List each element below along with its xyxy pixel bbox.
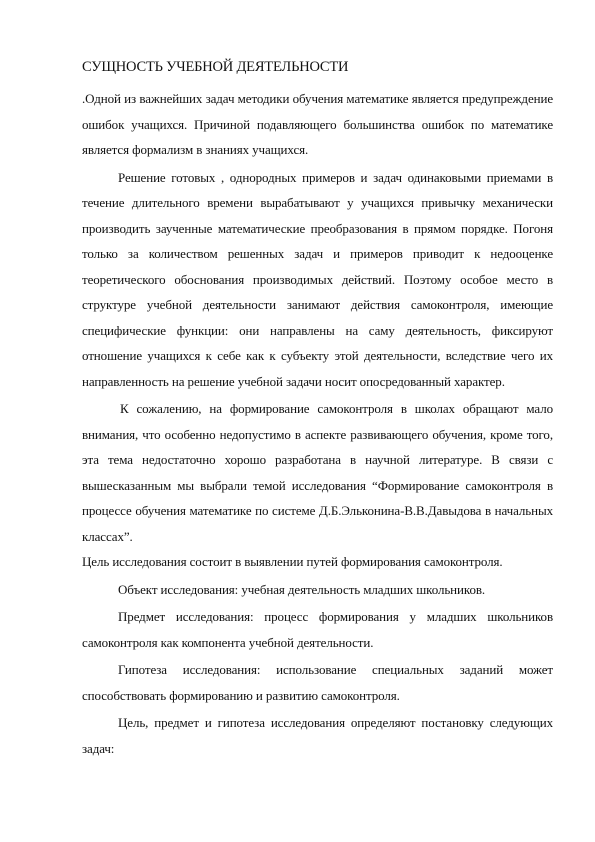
paragraph-object: Объект исследования: учебная деятельность младших школьников. — [118, 581, 486, 597]
paragraph-subject: Предмет исследования: процесс формирования у младших школьников самоконтроля как компонента учебной деятельности. — [82, 609, 553, 650]
paragraph-tasks: Цель, предмет и гипотеза исследования определяют постановку следующих задач: — [82, 715, 553, 756]
paragraph-intro: .Одной из важнейших задач методики обучения математике является предупреждение ошибок учащихся. Причиной подавляющего большинства ошибок по математике является формализм в знаниях учащихся. — [82, 91, 553, 157]
document-title: СУЩНОСТЬ УЧЕБНОЙ ДЕЯТЕЛЬНОСТИ — [82, 59, 349, 75]
paragraph-formalism: Решение готовых , однородных примеров и задач одинаковыми приемами в течение длительного времени вырабатывают у учащихся привычку механически производить заученные математические преобразования в прямом порядке. Погоня только за количеством решенных задач и примеров приводит к недооценке теоретического обоснования производимых действий. Поэтому особое место в структуре учебной деятельности занимают действия самоконтроля, имеющие специфические функции: они направлены на саму деятельность, фиксируют отношение учащихся к себе как к субъекту этой деятельности, вследствие чего их направленность на решение учебной задачи носит опосредованный характер. — [82, 169, 553, 389]
document-body — [82, 86, 553, 761]
paragraph-topic: К сожалению, на формирование самоконтроля в школах обращают мало внимания, что особенно недопустимо в аспекте развивающего обучения, кроме того, эта тема недостаточно хорошо разработана в научной литературе. В связи с вышесказанным мы выбрали темой исследования “Формирование самоконтроля в процессе обучения математике по системе Д.Б.Эльконина-В.В.Давыдова в начальных классах”. — [82, 401, 553, 544]
paragraph-hypothesis: Гипотеза исследования: использование специальных заданий может способствовать формированию и развитию самоконтроля. — [82, 662, 553, 703]
paragraph-goal: Цель исследования состоит в выявлении путей формирования самоконтроля. — [82, 554, 503, 569]
